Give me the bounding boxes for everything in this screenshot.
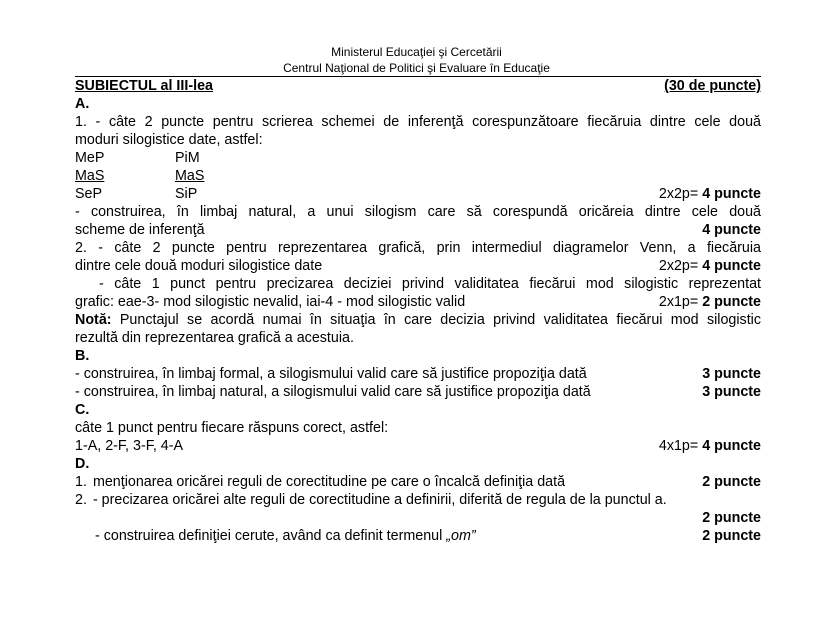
schema-row-1 bbox=[75, 149, 761, 167]
d-line1: 1. menţionarea oricărei reguli de corectitudine pe care o încalcă definiţia dată 2 puncte bbox=[75, 474, 761, 490]
a-item2-line2: dintre cele două moduri silogistice date 2x2p= 4 puncte bbox=[75, 258, 761, 274]
schema-conclusion-b: SiP bbox=[175, 186, 198, 202]
c-answers: 1-A, 2-F, 3-F, 4-A bbox=[75, 438, 184, 454]
a-natural-score: 4 puncte bbox=[702, 222, 761, 238]
schema-premise-1b: PiM bbox=[175, 150, 200, 166]
d-score-1: 2 puncte bbox=[702, 474, 761, 490]
defined-term: „om” bbox=[446, 528, 476, 544]
b-score-2: 3 puncte bbox=[702, 384, 761, 400]
ministry-header: Ministerul Educaţiei şi Cercetării bbox=[331, 45, 502, 59]
section-b-label: B. bbox=[75, 348, 90, 364]
a-natural-line1: - construirea, în limbaj natural, a unui silogism care să corespundă oricăreia dintre cele două bbox=[75, 204, 761, 220]
b-line2: - construirea, în limbaj natural, a silogismului valid care să justifice propoziţia dată 3 puncte bbox=[75, 384, 761, 400]
subject-title: SUBIECTUL al III-lea bbox=[75, 78, 213, 94]
section-d-label: D. bbox=[75, 456, 90, 472]
b-line1: - construirea, în limbaj formal, a silogismului valid care să justifice propoziţia dată 3 puncte bbox=[75, 366, 761, 382]
d-line3: - construirea definiţiei cerute, având ca definit termenul „om” 2 puncte bbox=[95, 528, 761, 544]
section-a-label: A. bbox=[75, 96, 90, 112]
a-item1-line2: moduri silogistice date, astfel: bbox=[75, 132, 263, 148]
a-score-3: 2x1p= 2 puncte bbox=[658, 294, 761, 310]
schema-premise-1a: MeP bbox=[75, 150, 105, 166]
d-line2-score-row bbox=[75, 509, 761, 527]
schema-conclusion-a: SeP bbox=[75, 186, 103, 202]
schema-row-2 bbox=[75, 167, 761, 185]
c-score: 4x1p= 4 puncte bbox=[658, 438, 761, 454]
c-line1: câte 1 punct pentru fiecare răspuns corect, astfel: bbox=[75, 420, 389, 436]
a-validity-line1: - câte 1 punct pentru precizarea deciziei privind validitatea fiecărui mod silogistic reprezentat bbox=[99, 276, 761, 292]
d-line2: 2. - precizarea oricărei alte reguli de corectitudine a definirii, diferită de regula de la punctul a. bbox=[75, 492, 667, 508]
a-score-2: 2x2p= 4 puncte bbox=[658, 258, 761, 274]
a-natural-line2: scheme de inferenţă 4 puncte bbox=[75, 222, 761, 238]
schema-premise-2b: MaS bbox=[175, 168, 205, 184]
schema-row-3 bbox=[75, 185, 761, 203]
d-score-2: 2 puncte bbox=[702, 510, 761, 526]
a-item2-line1: 2. - câte 2 puncte pentru reprezentarea grafică, prin intermediul diagramelor Venn, a fiecăruia bbox=[75, 240, 761, 256]
d-score-3: 2 puncte bbox=[702, 528, 761, 544]
a-score-1: 2x2p= 4 puncte bbox=[658, 186, 761, 202]
subject-title-row bbox=[75, 77, 761, 95]
grading-content bbox=[75, 77, 761, 545]
center-header: Centrul Naţional de Politici şi Evaluare în Educaţie bbox=[283, 61, 550, 75]
a-note-line1: Notă: Punctajul se acordă numai în situaţia în care decizia privind validitatea fiecărui mod silogistic bbox=[75, 312, 761, 328]
note-label: Notă: bbox=[75, 312, 112, 328]
subject-points: (30 de puncte) bbox=[664, 78, 761, 94]
schema-premise-2a: MaS bbox=[75, 168, 105, 184]
a-item1-line1: 1. - câte 2 puncte pentru scrierea schemei de inferenţă corespunzătoare fiecăruia dintre cele două bbox=[75, 114, 761, 130]
section-c-label: C. bbox=[75, 402, 90, 418]
a-note-line2: rezultă din reprezentarea grafică a acestuia. bbox=[75, 330, 354, 346]
a-validity-line2: grafic: eae-3- mod silogistic nevalid, iai-4 - mod silogistic valid 2x1p= 2 puncte bbox=[75, 294, 761, 310]
b-score-1: 3 puncte bbox=[702, 366, 761, 382]
c-line2 bbox=[75, 437, 761, 455]
